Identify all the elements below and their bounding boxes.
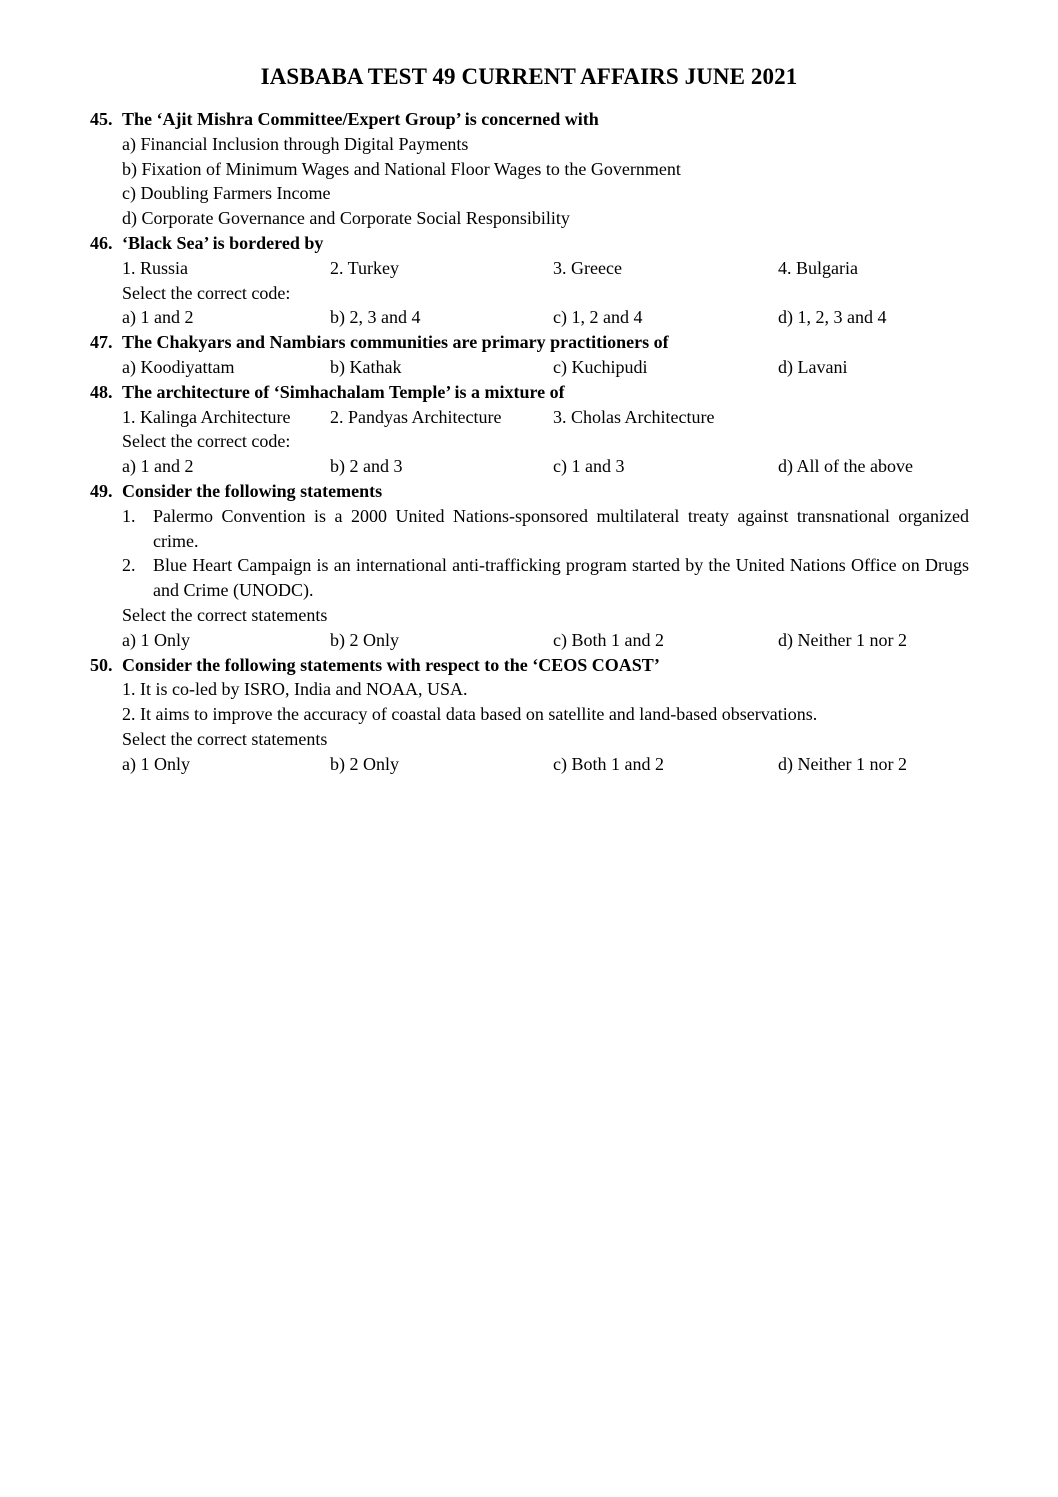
question-50-prompt: Select the correct statements (122, 728, 328, 749)
question-47-options (90, 355, 970, 380)
question-48-prompt: Select the correct code: (122, 431, 291, 452)
question-47-option-a: a) Koodiyattam (122, 356, 235, 377)
question-49-options (90, 628, 970, 653)
page-title: IASBABA TEST 49 CURRENT AFFAIRS JUNE 2021 (260, 64, 798, 89)
question-48-stem: 48. The architecture of ‘Simhachalam Temple’ is a mixture of (90, 381, 565, 402)
question-48-item-2: 2. Pandyas Architecture (330, 406, 502, 427)
question-46-option-c: c) 1, 2 and 4 (553, 307, 643, 328)
question-49-option-d: d) Neither 1 nor 2 (778, 629, 907, 650)
question-48-item-3: 3. Cholas Architecture (553, 406, 715, 427)
question-48-items (90, 405, 970, 430)
question-50-statement-1: 1. It is co-led by ISRO, India and NOAA, USA. (122, 679, 468, 700)
question-48-option-d: d) All of the above (778, 456, 913, 477)
question-49-statement-2: 2. Blue Heart Campaign is an international anti-trafficking program started by the United Nations Office on Drugs and Crime (UNODC). (122, 555, 969, 601)
question-46-options (90, 305, 970, 330)
question-46 (90, 231, 970, 330)
question-46-prompt: Select the correct code: (122, 282, 291, 303)
question-47-option-d: d) Lavani (778, 356, 848, 377)
question-50-option-c: c) Both 1 and 2 (553, 753, 664, 774)
question-48-item-1: 1. Kalinga Architecture (122, 406, 291, 427)
question-46-items (90, 256, 970, 281)
question-49-statement-1: 1. Palermo Convention is a 2000 United Nations-sponsored multilateral treaty against transnational organized crime. (122, 505, 969, 551)
question-48 (90, 380, 970, 479)
question-50-options (90, 752, 970, 777)
question-45-stem: 45. The ‘Ajit Mishra Committee/Expert Group’ is concerned with (90, 109, 599, 129)
question-47-stem: 47. The Chakyars and Nambiars communities are primary practitioners of (90, 332, 669, 353)
question-47 (90, 330, 970, 380)
question-45-option-c: c) Doubling Farmers Income (122, 183, 331, 204)
question-49-stem: 49. Consider the following statements (90, 480, 383, 501)
question-46-option-d: d) 1, 2, 3 and 4 (778, 307, 887, 328)
question-50 (90, 653, 970, 777)
question-50-option-a: a) 1 Only (122, 753, 190, 774)
question-46-item-2: 2. Turkey (330, 257, 400, 278)
question-46-option-b: b) 2, 3 and 4 (330, 307, 421, 328)
question-50-option-b: b) 2 Only (330, 753, 399, 774)
question-46-item-1: 1. Russia (122, 257, 189, 278)
question-46-stem: 46. ‘Black Sea’ is bordered by (90, 232, 324, 253)
question-49-option-a: a) 1 Only (122, 629, 190, 650)
question-49-option-c: c) Both 1 and 2 (553, 629, 664, 650)
question-48-option-c: c) 1 and 3 (553, 456, 625, 477)
question-46-item-3: 3. Greece (553, 257, 622, 278)
question-47-option-b: b) Kathak (330, 356, 402, 377)
question-50-stem: 50. Consider the following statements with respect to the ‘CEOS COAST’ (90, 654, 660, 675)
question-48-option-a: a) 1 and 2 (122, 456, 194, 477)
question-50-option-d: d) Neither 1 nor 2 (778, 753, 907, 774)
question-45-option-a: a) Financial Inclusion through Digital Payments (122, 133, 469, 154)
question-45-option-d: d) Corporate Governance and Corporate Social Responsibility (122, 208, 570, 229)
question-48-options (90, 454, 970, 479)
question-49-prompt: Select the correct statements (122, 604, 328, 625)
question-list (90, 107, 970, 777)
question-45 (90, 107, 970, 231)
question-48-option-b: b) 2 and 3 (330, 456, 403, 477)
question-46-item-4: 4. Bulgaria (778, 257, 858, 278)
question-45-option-b: b) Fixation of Minimum Wages and National Floor Wages to the Government (122, 158, 681, 179)
question-50-statement-2: 2. It aims to improve the accuracy of coastal data based on satellite and land-based observations. (122, 704, 818, 725)
question-49-option-b: b) 2 Only (330, 629, 399, 650)
question-49 (90, 479, 970, 653)
question-47-option-c: c) Kuchipudi (553, 356, 648, 377)
question-46-option-a: a) 1 and 2 (122, 307, 194, 328)
